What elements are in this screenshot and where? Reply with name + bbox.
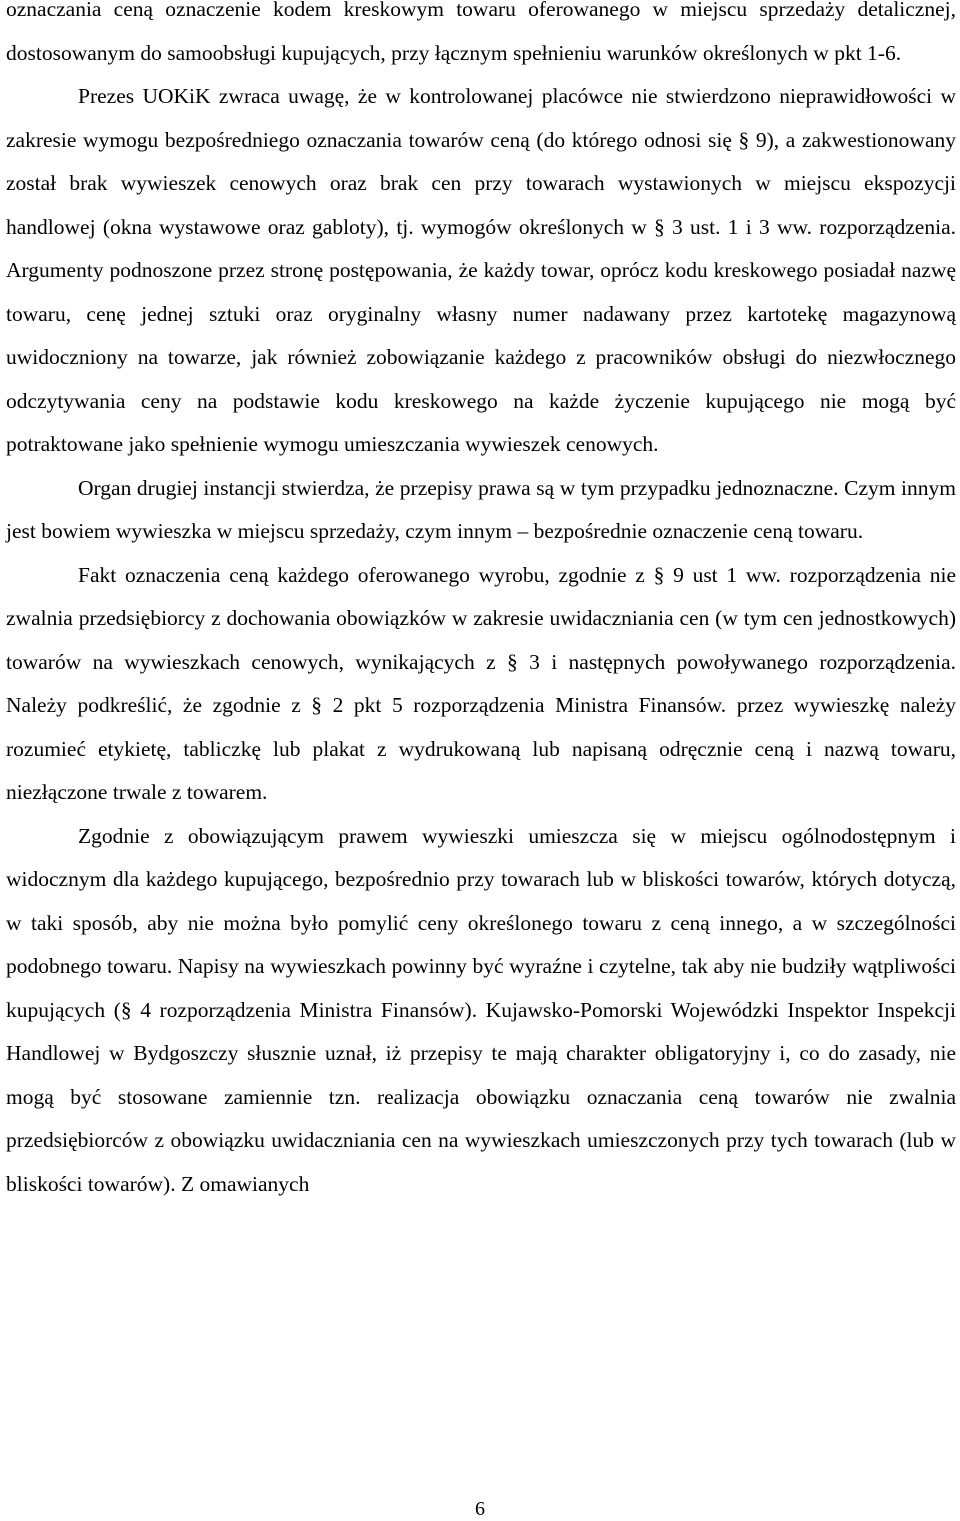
- document-page: [6, 0, 956, 1206]
- paragraph: Organ drugiej instancji stwierdza, że przepisy prawa są w tym przypadku jednoznaczne. Czym innym jest bowiem wywieszka w miejscu sprzedaży, czym innym – bezpośrednie oznaczenie ceną towaru.: [6, 475, 956, 543]
- paragraph: Zgodnie z obowiązującym prawem wywieszki umieszcza się w miejscu ogólnodostępnym i widocznym dla każdego kupującego, bezpośrednio przy towarach lub w bliskości towarów, których dotyczą, w taki sposób, aby nie można było pomylić ceny określonego towaru z ceną innego, a w szczególności podobnego towaru. Napisy na wywieszkach powinny być wyraźne i czytelne, tak aby nie budziły wątpliwości kupujących (§ 4 rozporządzenia Ministra Finansów). Kujawsko-Pomorski Wojewódzki Inspektor Inspekcji Handlowej w Bydgoszczy słusznie uznał, iż przepisy te mają charakter obligatoryjny i, co do zasady, nie mogą być stosowane zamiennie tzn. realizacja obowiązku oznaczania ceną towarów nie zwalnia przedsiębiorców z obowiązku uwidaczniania cen na wywieszkach umieszczonych przy tych towarach (lub w bliskości towarów). Z omawianych: [6, 823, 956, 1196]
- page-number: 6: [475, 1498, 485, 1520]
- paragraph: Fakt oznaczenia ceną każdego oferowanego wyrobu, zgodnie z § 9 ust 1 ww. rozporządzenia nie zwalnia przedsiębiorcy z dochowania obowiązków w zakresie uwidaczniania cen (w tym cen jednostkowych) towarów na wywieszkach cenowych, wynikających z § 3 i następnych powoływanego rozporządzenia. Należy podkreślić, że zgodnie z § 2 pkt 5 rozporządzenia Ministra Finansów. przez wywieszkę należy rozumieć etykietę, tabliczkę lub plakat z wydrukowaną lub napisaną odręcznie ceną i nazwą towaru, niezłączone trwale z towarem.: [6, 562, 956, 804]
- paragraph: Prezes UOKiK zwraca uwagę, że w kontrolowanej placówce nie stwierdzono nieprawidłowości w zakresie wymogu bezpośredniego oznaczania towarów ceną (do którego odnosi się § 9), a zakwestionowany został brak wywieszek cenowych oraz brak cen przy towarach wystawionych w miejscu ekspozycji handlowej (okna wystawowe oraz gabloty), tj. wymogów określonych w § 3 ust. 1 i 3 ww. rozporządzenia. Argumenty podnoszone przez stronę postępowania, że każdy towar, oprócz kodu kreskowego posiadał nazwę towaru, cenę jednej sztuki oraz oryginalny własny numer nadawany przez kartotekę magazynową uwidoczniony na towarze, jak również zobowiązanie każdego z pracowników obsługi do niezwłocznego odczytywania ceny na podstawie kodu kreskowego na każde życzenie kupującego nie mogą być potraktowane jako spełnienie wymogu umieszczania wywieszek cenowych.: [6, 84, 956, 456]
- paragraph-continuation: oznaczania ceną oznaczenie kodem kreskowym towaru oferowanego w miejscu sprzedaży detalicznej, dostosowanym do samoobsługi kupujących, przy łącznym spełnieniu warunków określonych w pkt 1-6.: [6, 0, 956, 65]
